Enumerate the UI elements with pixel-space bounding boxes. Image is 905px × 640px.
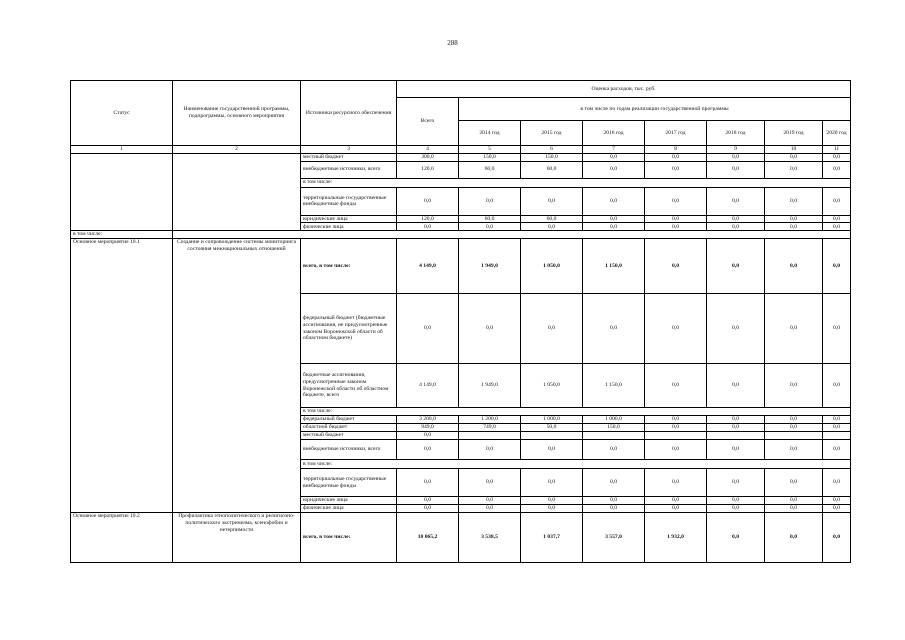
value-cell: 0,0 bbox=[823, 153, 851, 161]
value-cell: 0,0 bbox=[645, 416, 707, 424]
value-cell: 0,0 bbox=[645, 294, 707, 364]
value-cell: 0,0 bbox=[765, 239, 823, 294]
page-number: 288 bbox=[447, 39, 458, 47]
column-number: 1 bbox=[71, 146, 173, 154]
value-cell: 0,0 bbox=[459, 440, 521, 460]
value-cell: 0,0 bbox=[707, 239, 765, 294]
value-cell: 0,0 bbox=[583, 294, 645, 364]
source-cell: территориальные государственные внебюджетные фонды bbox=[301, 187, 397, 215]
value-cell: 0,0 bbox=[765, 223, 823, 231]
value-cell: 120,0 bbox=[397, 215, 459, 223]
source-cell: местный бюджет bbox=[301, 153, 397, 161]
value-cell: 1 150,0 bbox=[583, 364, 645, 408]
column-number: 3 bbox=[301, 146, 397, 154]
header-sources: Источники ресурсного обеспечения bbox=[301, 81, 397, 146]
value-cell: 1 200,0 bbox=[459, 416, 521, 424]
value-cell: 0,0 bbox=[397, 505, 459, 513]
value-cell: 0,0 bbox=[645, 187, 707, 215]
measure-status: Основное мероприятие 10.1 bbox=[71, 239, 173, 513]
value-cell: 4 149,0 bbox=[397, 364, 459, 408]
value-cell: 0,0 bbox=[397, 497, 459, 505]
value-cell: 3 538,5 bbox=[459, 513, 521, 563]
measure-name: Профилактика этнополитического и религиозно-политического экстремизма, ксенофобии и нетерпимости bbox=[173, 513, 301, 563]
value-cell: 1 949,0 bbox=[459, 364, 521, 408]
status-cell-empty bbox=[71, 153, 173, 231]
table-row bbox=[71, 513, 851, 563]
value-cell: 749,0 bbox=[459, 424, 521, 432]
source-cell: всего, в том числе: bbox=[301, 513, 397, 563]
source-cell: юридические лица bbox=[301, 497, 397, 505]
value-cell: 0,0 bbox=[645, 153, 707, 161]
value-cell: 0,0 bbox=[521, 497, 583, 505]
header-by-years: в том числе по годам реализации государственной программы bbox=[459, 98, 851, 121]
value-cell: 0,0 bbox=[823, 364, 851, 408]
value-cell: 0,0 bbox=[397, 223, 459, 231]
value-cell bbox=[521, 432, 583, 440]
value-cell: 0,0 bbox=[645, 469, 707, 497]
value-cell: 0,0 bbox=[823, 424, 851, 432]
value-cell: 0,0 bbox=[397, 294, 459, 364]
column-number: 10 bbox=[765, 146, 823, 154]
value-cell: 0,0 bbox=[707, 497, 765, 505]
value-cell: 0,0 bbox=[765, 187, 823, 215]
value-cell: 0,0 bbox=[765, 215, 823, 223]
value-cell: 0,0 bbox=[583, 215, 645, 223]
value-cell: 0,0 bbox=[645, 364, 707, 408]
source-cell: территориальные государственные внебюджетные фонды bbox=[301, 469, 397, 497]
value-cell: 4 149,0 bbox=[397, 239, 459, 294]
value-cell: 60,0 bbox=[521, 161, 583, 178]
value-cell: 0,0 bbox=[707, 505, 765, 513]
value-cell: 0,0 bbox=[707, 215, 765, 223]
header-year: 2019 год bbox=[765, 121, 823, 146]
source-cell: внебюджетные источники, всего bbox=[301, 161, 397, 178]
source-cell: в том числе: bbox=[301, 178, 851, 187]
header-year: 2017 год bbox=[645, 121, 707, 146]
value-cell: 0,0 bbox=[765, 424, 823, 432]
header-year: 2020 год bbox=[823, 121, 851, 146]
value-cell: 120,0 bbox=[397, 161, 459, 178]
value-cell: 60,0 bbox=[459, 215, 521, 223]
value-cell: 0,0 bbox=[823, 239, 851, 294]
value-cell: 0,0 bbox=[765, 416, 823, 424]
column-number: 2 bbox=[173, 146, 301, 154]
column-number: 5 bbox=[459, 146, 521, 154]
value-cell: 0,0 bbox=[823, 497, 851, 505]
value-cell: 0,0 bbox=[707, 161, 765, 178]
value-cell: 0,0 bbox=[583, 497, 645, 505]
source-cell: бюджетные ассигнования, предусмотренные законом Воронежской области об областном бюджете, всего bbox=[301, 364, 397, 408]
value-cell: 0,0 bbox=[823, 215, 851, 223]
value-cell: 0,0 bbox=[459, 294, 521, 364]
value-cell: 0,0 bbox=[707, 513, 765, 563]
table-row bbox=[71, 231, 851, 239]
value-cell: 0,0 bbox=[707, 153, 765, 161]
header-total: Всего bbox=[397, 98, 459, 146]
table-row bbox=[71, 81, 851, 98]
measure-status: Основное мероприятие 10.2 bbox=[71, 513, 173, 563]
value-cell: 0,0 bbox=[823, 469, 851, 497]
value-cell: 50,0 bbox=[521, 424, 583, 432]
value-cell: 3 200,0 bbox=[397, 416, 459, 424]
value-cell: 0,0 bbox=[707, 223, 765, 231]
value-cell bbox=[765, 432, 823, 440]
value-cell bbox=[459, 432, 521, 440]
value-cell: 3 557,0 bbox=[583, 513, 645, 563]
value-cell: 0,0 bbox=[397, 432, 459, 440]
source-cell: в том числе: bbox=[301, 460, 851, 469]
value-cell: 300,0 bbox=[397, 153, 459, 161]
source-cell: физические лица bbox=[301, 505, 397, 513]
table-row bbox=[71, 146, 851, 154]
value-cell: 0,0 bbox=[459, 223, 521, 231]
table-row bbox=[71, 153, 851, 161]
value-cell: 1 932,0 bbox=[645, 513, 707, 563]
value-cell: 0,0 bbox=[459, 497, 521, 505]
value-cell: 0,0 bbox=[765, 505, 823, 513]
value-cell: 1 000,0 bbox=[521, 416, 583, 424]
source-cell: внебюджетные источники, всего bbox=[301, 440, 397, 460]
value-cell: 0,0 bbox=[583, 469, 645, 497]
value-cell: 0,0 bbox=[645, 239, 707, 294]
value-cell: 0,0 bbox=[521, 294, 583, 364]
value-cell: 1 150,0 bbox=[583, 239, 645, 294]
source-cell: федеральный бюджет bbox=[301, 416, 397, 424]
source-cell: федеральный бюджет (бюджетные ассигнования, не предусмотренные законом Воронежской области об областном бюджете) bbox=[301, 294, 397, 364]
value-cell: 0,0 bbox=[823, 513, 851, 563]
value-cell: 0,0 bbox=[707, 187, 765, 215]
value-cell: 0,0 bbox=[765, 364, 823, 408]
value-cell: 1 949,0 bbox=[459, 239, 521, 294]
value-cell: 0,0 bbox=[645, 215, 707, 223]
value-cell: 0,0 bbox=[397, 440, 459, 460]
value-cell: 0,0 bbox=[765, 161, 823, 178]
value-cell: 0,0 bbox=[823, 223, 851, 231]
header-name: Наименование государственной программы, подпрограммы, основного мероприятия bbox=[173, 81, 301, 146]
value-cell bbox=[645, 432, 707, 440]
source-cell: юридические лица bbox=[301, 215, 397, 223]
source-cell: всего, в том числе: bbox=[301, 239, 397, 294]
value-cell: 0,0 bbox=[823, 440, 851, 460]
value-cell bbox=[823, 432, 851, 440]
source-cell: областной бюджет bbox=[301, 424, 397, 432]
value-cell: 0,0 bbox=[645, 161, 707, 178]
value-cell: 1 037,7 bbox=[521, 513, 583, 563]
value-cell: 0,0 bbox=[765, 153, 823, 161]
value-cell: 0,0 bbox=[765, 440, 823, 460]
value-cell: 150,0 bbox=[459, 153, 521, 161]
column-number: 6 bbox=[521, 146, 583, 154]
column-number: 11 bbox=[823, 146, 851, 154]
value-cell: 60,0 bbox=[521, 215, 583, 223]
value-cell: 0,0 bbox=[823, 294, 851, 364]
value-cell: 0,0 bbox=[823, 187, 851, 215]
value-cell: 0,0 bbox=[459, 469, 521, 497]
value-cell: 0,0 bbox=[521, 469, 583, 497]
value-cell: 0,0 bbox=[707, 424, 765, 432]
value-cell: 10 065,2 bbox=[397, 513, 459, 563]
column-number: 9 bbox=[707, 146, 765, 154]
value-cell: 150,0 bbox=[521, 153, 583, 161]
measure-name: Создание и сопровождение системы мониторинга состояния межнациональных отношений bbox=[173, 239, 301, 513]
value-cell: 0,0 bbox=[521, 223, 583, 231]
header-year: 2015 год bbox=[521, 121, 583, 146]
value-cell: 0,0 bbox=[645, 424, 707, 432]
value-cell: 0,0 bbox=[521, 440, 583, 460]
value-cell: 949,0 bbox=[397, 424, 459, 432]
value-cell bbox=[583, 432, 645, 440]
source-cell: местный бюджет bbox=[301, 432, 397, 440]
value-cell: 60,0 bbox=[459, 161, 521, 178]
source-cell: в том числе: bbox=[301, 408, 851, 416]
value-cell: 0,0 bbox=[459, 505, 521, 513]
value-cell: 0,0 bbox=[521, 187, 583, 215]
column-number: 4 bbox=[397, 146, 459, 154]
separator-cell bbox=[173, 231, 851, 239]
table-row bbox=[71, 239, 851, 294]
value-cell: 0,0 bbox=[823, 161, 851, 178]
value-cell: 0,0 bbox=[707, 294, 765, 364]
value-cell: 0,0 bbox=[645, 505, 707, 513]
value-cell: 0,0 bbox=[765, 469, 823, 497]
name-cell-empty bbox=[173, 153, 301, 231]
including-label: в том числе: bbox=[71, 231, 173, 239]
value-cell: 0,0 bbox=[765, 513, 823, 563]
value-cell: 0,0 bbox=[583, 440, 645, 460]
value-cell: 0,0 bbox=[823, 416, 851, 424]
value-cell: 0,0 bbox=[583, 505, 645, 513]
value-cell: 0,0 bbox=[707, 416, 765, 424]
value-cell: 1 050,0 bbox=[521, 239, 583, 294]
value-cell: 0,0 bbox=[583, 153, 645, 161]
value-cell: 0,0 bbox=[645, 440, 707, 460]
column-number: 7 bbox=[583, 146, 645, 154]
value-cell: 0,0 bbox=[765, 497, 823, 505]
value-cell bbox=[707, 432, 765, 440]
value-cell: 0,0 bbox=[397, 469, 459, 497]
value-cell: 150,0 bbox=[583, 424, 645, 432]
value-cell: 0,0 bbox=[583, 161, 645, 178]
value-cell: 0,0 bbox=[583, 223, 645, 231]
header-estimate: Оценка расходов, тыс. руб. bbox=[397, 81, 851, 98]
header-year: 2018 год bbox=[707, 121, 765, 146]
value-cell: 0,0 bbox=[823, 505, 851, 513]
value-cell: 0,0 bbox=[397, 187, 459, 215]
header-year: 2016 год bbox=[583, 121, 645, 146]
value-cell: 0,0 bbox=[707, 469, 765, 497]
value-cell: 1 050,0 bbox=[521, 364, 583, 408]
value-cell: 0,0 bbox=[645, 223, 707, 231]
header-year: 2014 год bbox=[459, 121, 521, 146]
expenditure-table bbox=[70, 80, 851, 563]
value-cell: 0,0 bbox=[707, 364, 765, 408]
value-cell: 0,0 bbox=[707, 440, 765, 460]
column-number: 8 bbox=[645, 146, 707, 154]
header-status: Статус bbox=[71, 81, 173, 146]
source-cell: физические лица bbox=[301, 223, 397, 231]
value-cell: 0,0 bbox=[765, 294, 823, 364]
value-cell: 0,0 bbox=[583, 187, 645, 215]
value-cell: 0,0 bbox=[459, 187, 521, 215]
value-cell: 1 000,0 bbox=[583, 416, 645, 424]
value-cell: 0,0 bbox=[645, 497, 707, 505]
value-cell: 0,0 bbox=[521, 505, 583, 513]
